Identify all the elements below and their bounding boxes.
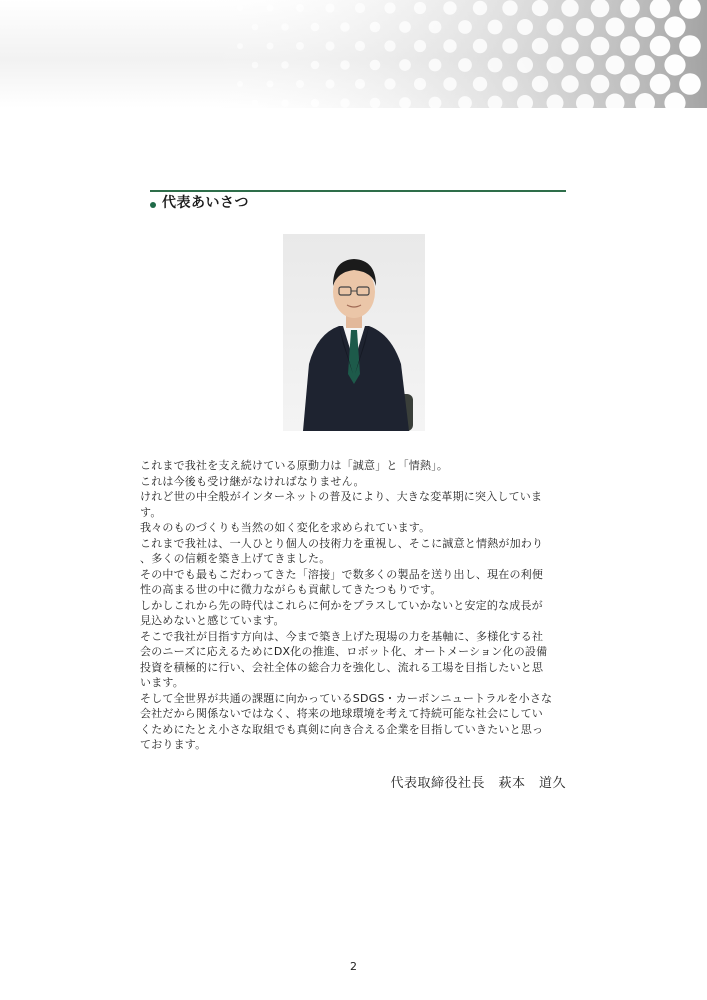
greeting-message (140, 458, 570, 753)
message-line: す。 (140, 505, 162, 519)
message-line: 性の高まる世の中に微力ながらも貢献してきたつもりです。 (140, 583, 442, 596)
message-line: これまで我社を支え続けている原動力は「誠意」と「情熱」。 (140, 459, 449, 472)
header-decoration (0, 0, 707, 108)
message-line: 、多くの信頼を築き上げてきました。 (140, 552, 331, 565)
message-line: 会社だから関係ないではなく、将来の地球環境を考えて持続可能な社会にしてい (140, 707, 543, 720)
message-line: そして全世界が共通の課題に向かっているSDGS・カーボンニュートラルを小さな (140, 691, 553, 705)
message-line: ております。 (140, 738, 207, 751)
message-line: います。 (140, 676, 184, 689)
bullet-icon (150, 202, 156, 208)
signature: 代表取締役社長 萩本 道久 (390, 776, 566, 791)
message-line: けれど世の中全般がインターネットの普及により、大きな変革期に突入していま (140, 490, 543, 503)
message-line: これは今後も受け継がなければなりません。 (140, 474, 365, 488)
president-photo (283, 234, 425, 431)
message-line: 見込めないと感じています。 (140, 614, 285, 627)
message-line: そこで我社が目指す方向は、今まで築き上げた現場の力を基軸に、多様化する社 (140, 629, 544, 643)
dot-pattern (0, 0, 707, 108)
page-number: 2 (350, 960, 357, 973)
message-line: 投資を積極的に行い、会社全体の総合力を強化し、流れる工場を目指したいと思 (140, 660, 544, 674)
section-title: 代表あいさつ (162, 195, 249, 211)
message-line: しかしこれから先の時代はこれらに何かをプラスしていかないと安定的な成長が (140, 598, 543, 612)
message-line: 我々のものづくりも当然の如く変化を求められています。 (140, 521, 431, 534)
message-line: くためにたとえ小さな取組でも真剣に向き合える企業を目指していきたいと思っ (140, 722, 544, 736)
section-heading (150, 193, 249, 211)
message-line: その中でも最もこだわってきた「溶接」で数多くの製品を送り出し、現在の利便 (140, 567, 544, 581)
message-line: これまで我社は、一人ひとり個人の技術力を重視し、そこに誠意と情熱が加わり (140, 536, 544, 550)
message-line: 会のニーズに応えるためにDX化の推進、ロボット化、オートメーション化の設備 (140, 645, 548, 658)
